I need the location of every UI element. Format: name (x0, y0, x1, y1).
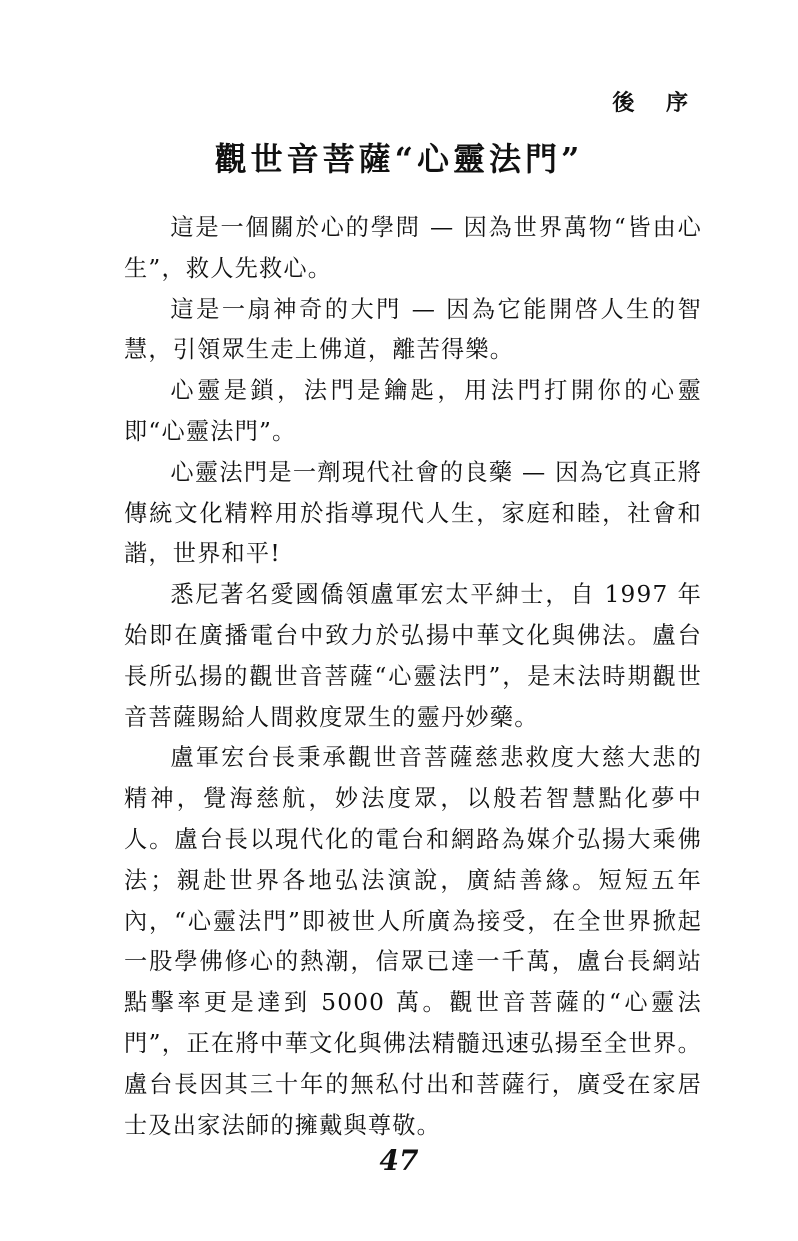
running-header: 後 序 (612, 90, 700, 116)
page-number: 47 (379, 1144, 419, 1177)
paragraph: 這是一個關於心的學問 — 因為世界萬物“皆由心生”，救人先救心。 (124, 214, 702, 282)
page-title: 觀世音菩薩“心靈法門” (214, 140, 584, 178)
paragraph: 心靈法門是一劑現代社會的良藥 — 因為它真正將傳統文化精粹用於指導現代人生，家庭和睦，社會和諧，世界和平! (124, 458, 702, 568)
body-text (124, 208, 702, 1146)
paragraph: 心靈是鎖，法門是鑰匙，用法門打開你的心靈即“心靈法門”。 (124, 377, 702, 445)
paragraph: 盧軍宏台長秉承觀世音菩薩慈悲救度大慈大悲的精神，覺海慈航，妙法度眾，以般若智慧點化夢中人。盧台長以現代化的電台和網路為媒介弘揚大乘佛法；親赴世界各地弘法演說，廣結善緣。短短五年內，“心靈法門”即被世人所廣為接受，在全世界掀起一股學佛修心的熱潮，信眾已達一千萬，盧台長網站點擊率更是達到 5000 萬。觀世音菩薩的“心靈法門”，正在將中華文化與佛法精髓迅速弘揚至全世界。盧台長因其三十年的無私付出和菩薩行，廣受在家居士及出家法師的擁戴與尊敬。 (124, 744, 702, 1139)
paragraph: 這是一扇神奇的大門 — 因為它能開啓人生的智慧，引領眾生走上佛道，離苦得樂。 (124, 295, 702, 364)
paragraph: 悉尼著名愛國僑領盧軍宏太平紳士，自 1997 年始即在廣播電台中致力於弘揚中華文化與佛法。盧台長所弘揚的觀世音菩薩“心靈法門”，是末法時期觀世音菩薩賜給人間救度眾生的靈丹妙藥。 (124, 581, 702, 731)
